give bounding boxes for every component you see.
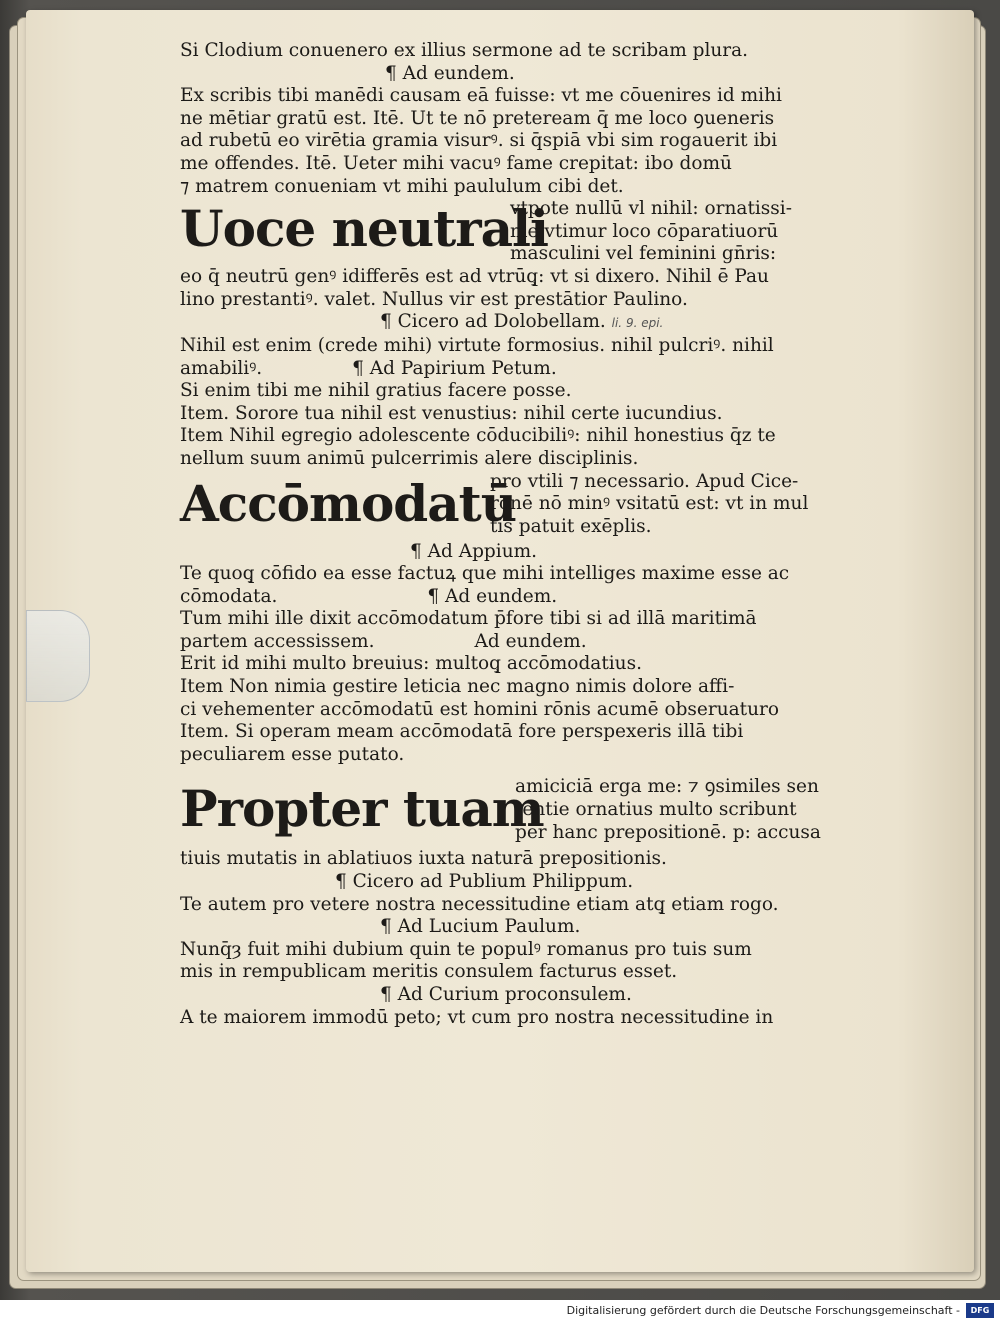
text-fragment: cōmodata. <box>180 585 278 607</box>
text-line <box>180 358 850 381</box>
text-fragment: partem accessissem. <box>180 630 375 652</box>
footer-bar <box>0 1300 1000 1322</box>
text-line: Nihil est enim (crede mihi) virtute formosius. nihil pulcriꝰ. nihil <box>180 334 774 356</box>
section-heading: Ad eundem. <box>474 630 587 652</box>
section-heading: ¶ Ad Lucium Paulum. <box>380 916 581 938</box>
text-line: Item. Si operam meam accōmodatā fore perspexeris illā tibi <box>180 721 744 743</box>
text-line: Erit id mihi multo breuius: multoq̧ accōmodatius. <box>180 653 642 675</box>
text-line: eo q̄ neutrū genꝰ idifferēs est ad vtrūq̧: vt si dixero. Nihil ē Pau <box>180 266 769 288</box>
initial-block-3 <box>180 776 850 848</box>
page-text-block <box>180 40 850 1029</box>
text-line: Ex scribis tibi manēdi causam eā fuisse: vt me cōuenires id mihi <box>180 85 782 107</box>
display-heading: Propter tuam <box>180 779 544 839</box>
text-line: Nunq̄ȝ fuit mihi dubium quin te populꝰ romanus pro tuis sum <box>180 938 752 960</box>
display-heading: Accōmodatū <box>180 473 517 533</box>
text-line: Si enim tibi me nihil gratius facere posse. <box>180 380 572 402</box>
text-line: ronē nō minꝰ vsitatū est: vt in mul <box>490 493 809 515</box>
section-heading: ¶ Cicero ad Publium Philippum. <box>335 871 634 893</box>
section-heading: ¶ Ad eundem. <box>385 62 515 84</box>
section-heading: ¶ Ad Appium. <box>410 540 538 562</box>
section-heading: ¶ Ad Papirium Petum. <box>352 357 557 379</box>
text-line: ⁊ matrem conueniam vt mihi paululum cibi det. <box>180 175 624 197</box>
text-line: masculini vel feminini gn̄ris: <box>510 243 777 265</box>
text-line: Item. Sorore tua nihil est venustius: nihil certe iucundius. <box>180 402 723 424</box>
text-line: A te maiorem immodū peto; vt cum pro nostra necessitudine in <box>180 1006 774 1028</box>
text-line <box>180 631 850 654</box>
initial-block-2 <box>180 471 850 541</box>
text-line: Si Clodium conuenero ex illius sermone ad te scribam plura. <box>180 40 749 61</box>
text-line: ne mētiar gratū est. Itē. Ut te nō preteream q̄ me loco ꝯueneris <box>180 107 775 129</box>
text-line: Item Nihil egregio adolescente cōducibiliꝰ: nihil honestius q̄z te <box>180 425 776 447</box>
text-line: me offendes. Itē. Ueter mihi vacuꝰ fame crepitat: ibo domū <box>180 152 732 174</box>
text-line: peculiarem esse putato. <box>180 743 405 765</box>
margin-annotation: li. 9. epi. <box>611 316 664 331</box>
text-line: ci vehementer accōmodatū est homini rōnis acumē obseruaturo <box>180 698 779 720</box>
text-line: pro vtili ⁊ necessario. Apud Cice- <box>490 470 799 492</box>
text-line: tis patuit exēplis. <box>490 515 652 537</box>
text-line: tiuis mutatis in ablatiuos iuxta naturā prepositionis. <box>180 848 667 870</box>
text-line: Te autem pro vetere nostra necessitudine etiam atq̧ etiam rogo. <box>180 893 779 915</box>
text-line: Item Non nimia gestire leticia nec magno nimis dolore affi- <box>180 676 735 698</box>
heading-text: ¶ Cicero ad Dolobellam. <box>380 311 606 333</box>
section-heading <box>180 311 850 335</box>
display-heading: Uoce neutrali <box>180 199 548 259</box>
text-line: Te quoq̧ cōfido ea esse factuꝝ que mihi intelliges maxime esse ac <box>180 563 790 585</box>
funding-credit: Digitalisierung gefördert durch die Deutsche Forschungsgemeinschaft - <box>566 1304 960 1317</box>
dfg-logo: DFG <box>966 1303 994 1318</box>
text-line: nellum suum animū pulcerrimis alere disciplinis. <box>180 447 639 469</box>
text-line: tentie ornatius multo scribunt <box>515 799 797 821</box>
text-line: vtpote nullū vl nihil: ornatissi- <box>510 198 792 220</box>
section-heading: ¶ Ad Curium proconsulem. <box>380 984 632 1005</box>
text-line: lino prestantiꝰ. valet. Nullus vir est prestātior Paulino. <box>180 288 688 310</box>
section-heading: ¶ Ad eundem. <box>427 585 558 607</box>
text-line: amiciciā erga me: ⁊ ꝯsimiles sen <box>515 776 819 798</box>
text-line <box>180 586 850 609</box>
text-line: ad rubetū eo virētia gramia visurꝰ. si q̄spiā vbi sim rogauerit ibi <box>180 130 778 152</box>
text-line: me vtimur loco cōparatiuorū <box>510 220 779 242</box>
initial-block-1 <box>180 198 850 266</box>
text-line: Tum mihi ille dixit accōmodatum p̄fore tibi si ad illā maritimā <box>180 608 757 630</box>
text-fragment: amabiliꝰ. <box>180 357 263 379</box>
page-clip <box>26 610 90 702</box>
text-line: mis in rempublicam meritis consulem facturus esset. <box>180 961 678 983</box>
text-line: per hanc prepositionē. p: accusa <box>515 821 821 843</box>
